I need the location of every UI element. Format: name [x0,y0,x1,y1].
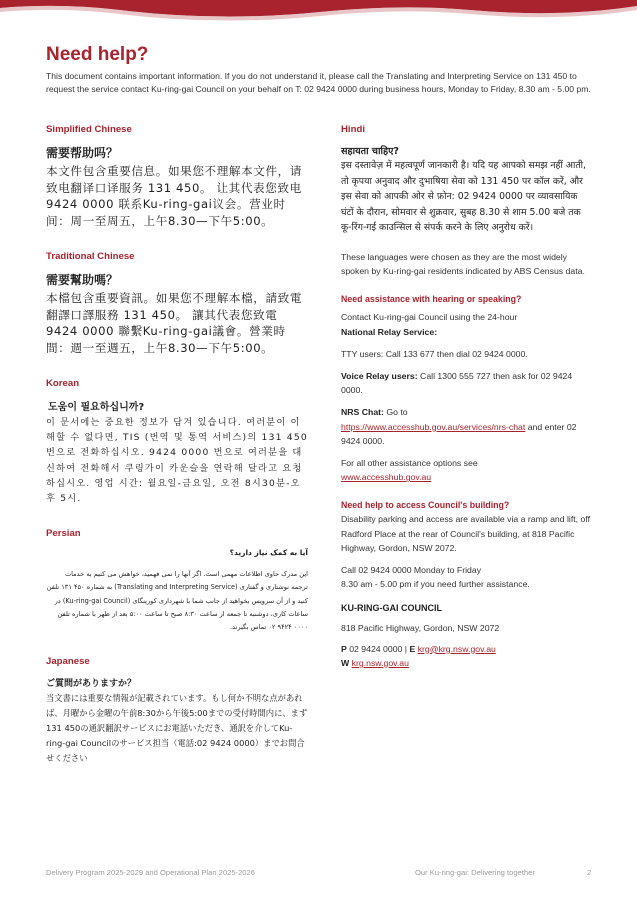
other-assistance-text: For all other assistance options see [341,458,478,468]
access-call [341,563,591,591]
languages-note: These languages were chosen as they are the most widely spoken by Ku-ring-gai residents indicated by ABS Census data. [341,251,585,277]
traditional-chinese-heading: Traditional Chinese [46,251,135,262]
council-phone: 02 9424 0000 | [349,643,408,654]
hindi-body: इस दस्तावेज़ में महत्वपूर्ण जानकारी है। यदि यह आपको समझ नहीं आती, तो कृपया अनुवाद और दुभाषिया सेवा को 131 450 पर कॉल करें, और इस सेवा को आपकी ओर से फ़ोन: 02 9424 0000 पर व्यावसायिक घंटों के दौरान, सोमवार से शुक्रवार, सुबह 8.30 से शाम 5.00 बजे तक कू-रिंग-गई काउन्सिल से संपर्क करने के लिए अनुरोध करें। [341,160,586,234]
section-traditional-chinese [46,251,308,356]
voice-relay [341,369,591,397]
japanese-heading: Japanese [46,656,90,668]
access-call-text: Call 02 9424 0000 Monday to Friday [341,565,482,576]
section-japanese [46,656,308,766]
council-website-link[interactable]: krg.nsw.gov.au [351,657,409,668]
nrs-goto-text: Go to [386,407,408,418]
persian-heading: Persian [46,528,81,540]
nrs-chat-label: NRS Chat: [341,407,384,418]
nrs-chat-link[interactable]: https://www.accesshub.gov.au/services/nrs-chat [341,421,526,432]
hearing-heading: Need assistance with hearing or speaking? [341,294,522,305]
council-website [341,656,591,670]
page-number: 2 [587,868,592,877]
simplified-chinese-heading: Simplified Chinese [46,124,132,135]
other-assistance [341,456,591,484]
korean-heading: Korean [46,378,80,389]
nrs-chat [341,405,591,448]
traditional-chinese-body: 本檔包含重要資訊。如果您不理解本檔，請致電翻譯口譯服務 131 450。 讓其代表您致電 9424 0000 聯繫Ku-ring-gai議會。營業時間：週一至週五，上午8.30—下午5:00。 [46,291,303,355]
left-column [46,124,308,766]
council-email-link[interactable]: krg@krg.nsw.gov.au [417,643,496,654]
hindi-question: सहायता चाहिए? [341,146,399,157]
accesshub-link[interactable]: www.accesshub.gov.au [341,472,432,483]
persian-body: این مدرک حاوی اطلاعات مهمی است. اگر آنها را نمی فهمید، خواهش می کنیم به خدمات ترجمه نوشتاری و گفتاری (Translating and Interpreting Service) به شماره ۴۵۰ ۱۳۱ تلفن کنید و از آن سرویس بخواهید از جانب شما با شهرداری کورینگای (Ku-ring-gai Council) در ساعات کاری، دوشنبه تا جمعه از ساعت ۸:۳۰ صبح تا ساعت ۵:۰۰ بعد از ظهر با شماره تلفن ۰۰۰۰ ۹۴۲۴ ۰۲ تماس بگیرند. [46,570,308,632]
access-hours-text: 8.30 am - 5.00 pm if you need further assistance. [341,579,530,590]
section-simplified-chinese [46,124,308,229]
hearing-intro-text: Contact Ku-ring-gai Council using the 24-hour [341,312,518,323]
section-korean [46,378,308,506]
section-hearing [341,294,591,484]
section-access [341,500,591,591]
page-title: Need help? [46,44,149,65]
relay-service-label: National Relay Service: [341,326,438,337]
simplified-chinese-question: 需要帮助吗？ [46,146,119,160]
council-name: KU-RING-GAI COUNCIL [341,603,442,614]
simplified-chinese-body: 本文件包含重要信息。如果您不理解本文件，请致电翻译口译服务 131 450。 让其代表您致电 9424 0000 联系Ku-ring-gai议会。营业时间：周一至周五，上午8.30—下午5:00。 [46,164,303,228]
access-text: Disability parking and access are available via a ramp and lift, off Radford Place at the rear of Council's building, at 818 Pacific Highway, Gordon, NSW 2072. [341,514,591,553]
email-label: E [409,643,416,654]
right-column [341,124,591,670]
japanese-question: ご質問がありますか？ [46,679,137,690]
persian-question: آیا به کمک نیاز دارید؟ [229,548,308,558]
korean-question: 도움이 필요하십니까? [48,402,145,413]
council-address: 818 Pacific Highway, Gordon, NSW 2072 [341,623,500,634]
tty-text: TTY users: Call 133 677 then dial 02 9424 0000. [341,348,528,359]
footer-left: Delivery Program 2025-2029 and Operational Plan 2025-2026 [46,868,255,877]
decorative-top-band [0,0,637,24]
access-heading: Need help to access Council's building? [341,500,510,511]
voice-relay-label: Voice Relay users: [341,370,418,381]
section-persian [46,528,308,634]
footer-right: Our Ku-ring-gai: Delivering together [415,868,535,877]
nrs-after-text: and enter 02 9424 0000. [341,421,577,446]
council-phone-email [341,642,591,656]
section-hindi [341,124,591,236]
japanese-body: 当文書には重要な情報が記載されています。もし何か不明な点があれば、月曜から金曜の午前8:30から午後5:00までの受付時間内に、まず131 450の通訳翻訳サービスにお電話いただき、通訳を介してKu-ring-gai Councilのサービス担当（電話:02 9424 0000）までお問合せください [46,693,308,764]
website-label: W [341,657,350,668]
section-council-contact [341,603,591,670]
hearing-intro [341,310,591,338]
intro-text: This document contains important information. If you do not understand it, please call the Translating and Interpreting Service on 131 450 to request the service contact Ku-ring-gai Council on your behalf on T: 02 9424 0000 during business hours, Monday to Friday, 8.30 am - 5.00 pm. [46,71,591,94]
voice-relay-text: Call 1300 555 727 then ask for 02 9424 0000. [341,370,573,396]
hindi-heading: Hindi [341,124,365,135]
korean-body: 이 문서에는 중요한 정보가 담겨 있습니다. 여러분이 이해할 수 없다면, TIS (번역 및 통역 서비스)의 131 450번으로 전화하십시오. 9424 0000 번으로 여러분을 대신하여 전화해서 쿠링가이 카운슬을 연락해 달라고 요청하십시오. 영업 시간: 월요일-금요일, 오전 8시30분-오후 5시. [46,417,308,505]
traditional-chinese-question: 需要幫助嗎？ [46,273,119,287]
phone-label: P [341,643,347,654]
